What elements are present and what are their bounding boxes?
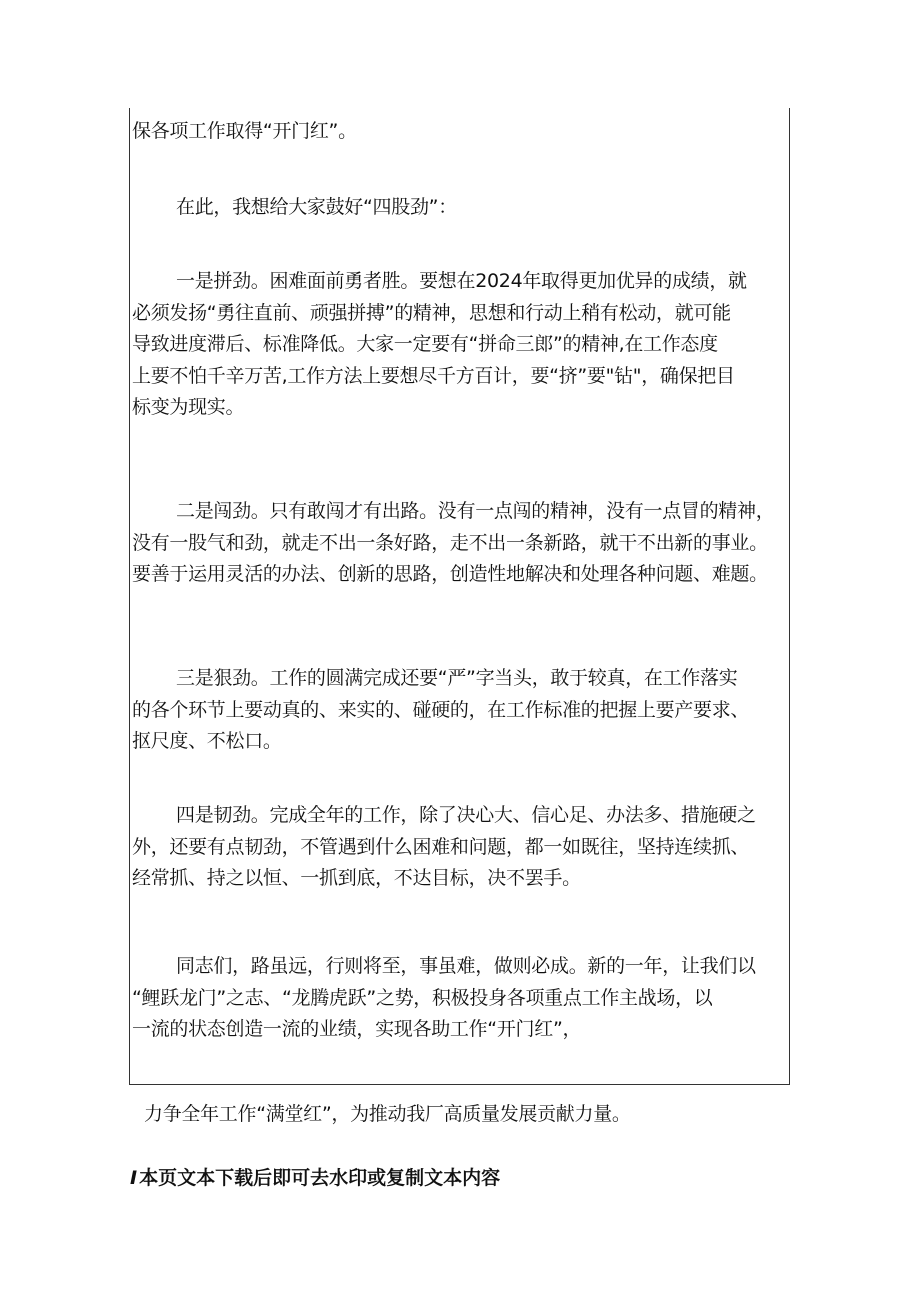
paragraph-line: 导致进度滞后、标准降低。大家一定要有“拼命三郎”的精神,在工作态度	[132, 333, 718, 355]
paragraph-line: 四是韧劲。完成全年的工作，除了决心大、信心足、办法多、措施硬之	[176, 804, 756, 826]
paragraph-line: 标变为现实。	[132, 396, 245, 418]
paragraph-line: 上要不怕千辛万苦,工作方法上要想尽千方百计，要“挤”要"钻"，确保把目	[132, 364, 735, 387]
note-text: 本页文本下载后即可去水印或复制文本内容	[139, 1167, 501, 1189]
paragraph-pinjin	[132, 266, 787, 424]
paragraph-line: 没有一股气和劲，就走不出一条好路，走不出一条新路，就干不出新的事业。	[132, 531, 768, 554]
paragraph-line: 要善于运用灵活的办法、创新的思路，创造性地解决和处理各种问题、难题。	[132, 563, 768, 585]
paragraph-line: “鲤跃龙门”之志、“龙腾虎跃”之势，积极投身各项重点工作主战场，以	[132, 986, 713, 1009]
paragraph-line: 同志们，路虽远，行则将至，事虽难，做则必成。新的一年，让我们以	[176, 955, 756, 977]
paragraph-renjin	[132, 800, 787, 895]
paragraph-line: 二是闯劲。只有敢闯才有出路。没有一点闯的精神，没有一点冒的精神，	[176, 500, 775, 522]
intro-paragraph	[132, 192, 831, 224]
closing-line: 力争全年工作“满堂红”，为推动我厂高质量发展贡献力量。	[144, 1103, 631, 1125]
paragraph-line: 外，还要有点韧劲，不管遇到什么困难和问题，都一如既往，坚持连续抓、	[132, 835, 750, 858]
paragraph-henjin	[132, 663, 787, 758]
continuation-paragraph	[132, 116, 787, 148]
paragraph-line: 抠尺度、不松口。	[132, 730, 282, 752]
closing-paragraph	[132, 951, 787, 1046]
paragraph-line: 的各个环节上要动真的、来实的、碰硬的，在工作标准的把握上要产要求、	[132, 698, 750, 721]
paragraph-line: 一流的状态创造一流的业绩，实现各助工作“开门红”，	[132, 1018, 582, 1040]
note-mark: I	[130, 1167, 138, 1189]
bordered-text-block	[129, 108, 790, 1085]
watermark-note	[130, 1163, 500, 1193]
paragraph-line: 在此，我想给大家鼓好“四股劲”：	[176, 196, 457, 218]
paragraph-line: 一是拼劲。困难面前勇者胜。要想在2024年取得更加优异的成绩，就	[176, 270, 747, 292]
paragraph-line: 三是狠劲。工作的圆满完成还要“严”字当头，敢于较真，在工作落实	[176, 667, 738, 689]
paragraph-line: 必须发扬“勇往直前、顽强拼搏”的精神，思想和行动上稍有松动，就可能	[132, 301, 731, 324]
paragraph-chuangjin	[132, 496, 787, 591]
paragraph-line: 经常抓、持之以恒、一抓到底，不达目标，决不罢手。	[132, 867, 581, 889]
paragraph-line: 保各项工作取得“开门红”。	[132, 120, 357, 142]
